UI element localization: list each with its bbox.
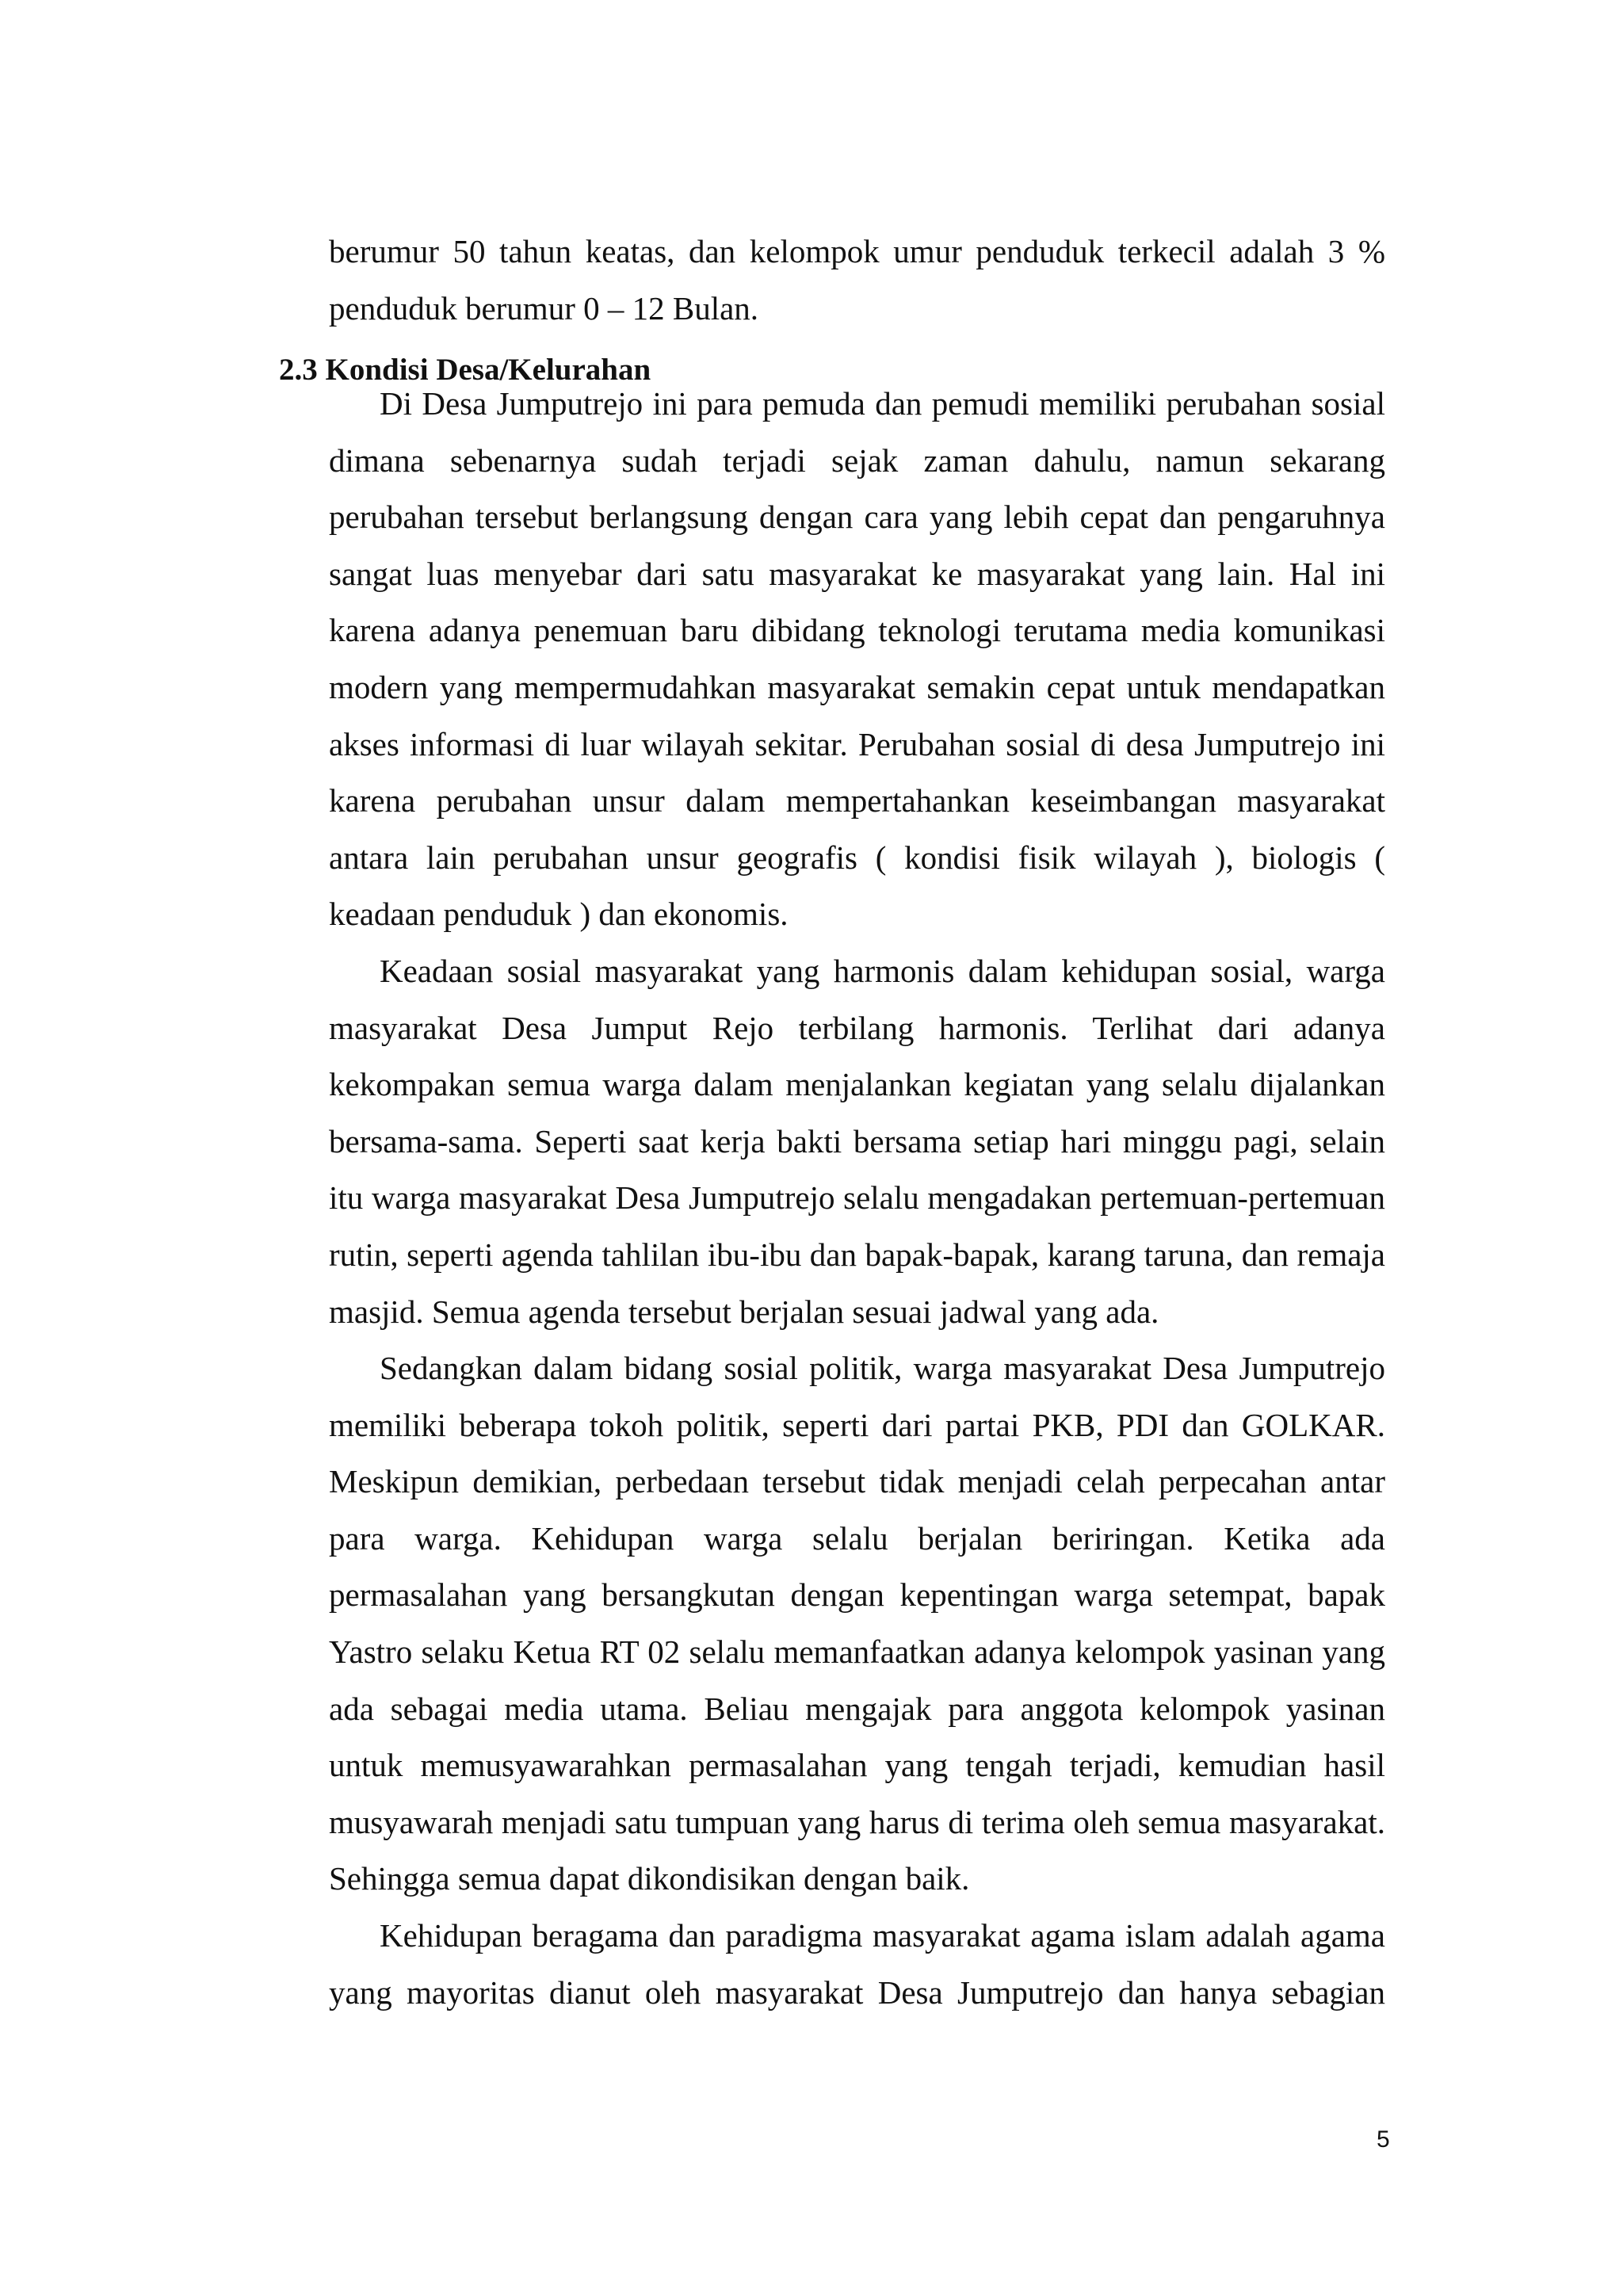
paragraph-politics: Sedangkan dalam bidang sosial politik, warga masyarakat Desa Jumputrejo memiliki beberapa tokoh politik, seperti dari partai PKB, PDI dan GOLKAR. Meskipun demikian, perbedaan tersebut tidak menjadi celah perpecahan antar para warga. Kehidupan warga selalu berjalan beriringan. Ketika ada permasalahan yang bersangkutan dengan kepentingan warga setempat, bapak Yastro selaku Ketua RT 02 selalu memanfaatkan adanya kelompok yasinan yang ada sebagai media utama. Beliau mengajak para anggota kelompok yasinan untuk memusyawarahkan permasalahan yang tengah terjadi, kemudian hasil musyawarah menjadi satu tumpuan yang harus di terima oleh semua masyarakat. Sehingga semua dapat dikondisikan dengan baik. — [329, 1350, 1385, 1897]
section-heading: 2.3 Kondisi Desa/Kelurahan — [279, 353, 651, 387]
paragraph-religion: Kehidupan beragama dan paradigma masyarakat agama islam adalah agama yang mayoritas dianut oleh masyarakat Desa Jumputrejo dan hanya sebagian — [329, 1917, 1385, 2011]
continuation-paragraph: berumur 50 tahun keatas, dan kelompok umur penduduk terkecil adalah 3 % penduduk berumur 0 – 12 Bulan. — [329, 233, 1385, 327]
paragraph-social-harmony: Keadaan sosial masyarakat yang harmonis dalam kehidupan sosial, warga masyarakat Desa Jumput Rejo terbilang harmonis. Terlihat dari adanya kekompakan semua warga dalam menjalankan kegiatan yang selalu dijalankan bersama-sama. Seperti saat kerja bakti bersama setiap hari minggu pagi, selain itu warga masyarakat Desa Jumputrejo selalu mengadakan pertemuan-pertemuan rutin, seperti agenda tahlilan ibu-ibu dan bapak-bapak, karang taruna, dan remaja masjid. Semua agenda tersebut berjalan sesuai jadwal yang ada. — [329, 952, 1385, 1330]
paragraph-social-change: Di Desa Jumputrejo ini para pemuda dan pemudi memiliki perubahan sosial dimana sebenarnya sudah terjadi sejak zaman dahulu, namun sekarang perubahan tersebut berlangsung dengan cara yang lebih cepat dan pengaruhnya sangat luas menyebar dari satu masyarakat ke masyarakat yang lain. Hal ini karena adanya penemuan baru dibidang teknologi terutama media komunikasi modern yang mempermudahkan masyarakat semakin cepat untuk mendapatkan akses informasi di luar wilayah sekitar. Perubahan sosial di desa Jumputrejo ini karena perubahan unsur dalam mempertahankan keseimbangan masyarakat antara lain perubahan unsur geografis ( kondisi fisik wilayah ), biologis ( keadaan penduduk ) dan ekonomis. — [329, 385, 1385, 933]
continuation-text — [329, 223, 1385, 337]
page-number: 5 — [1377, 2126, 1390, 2153]
section-body — [329, 376, 1385, 2021]
